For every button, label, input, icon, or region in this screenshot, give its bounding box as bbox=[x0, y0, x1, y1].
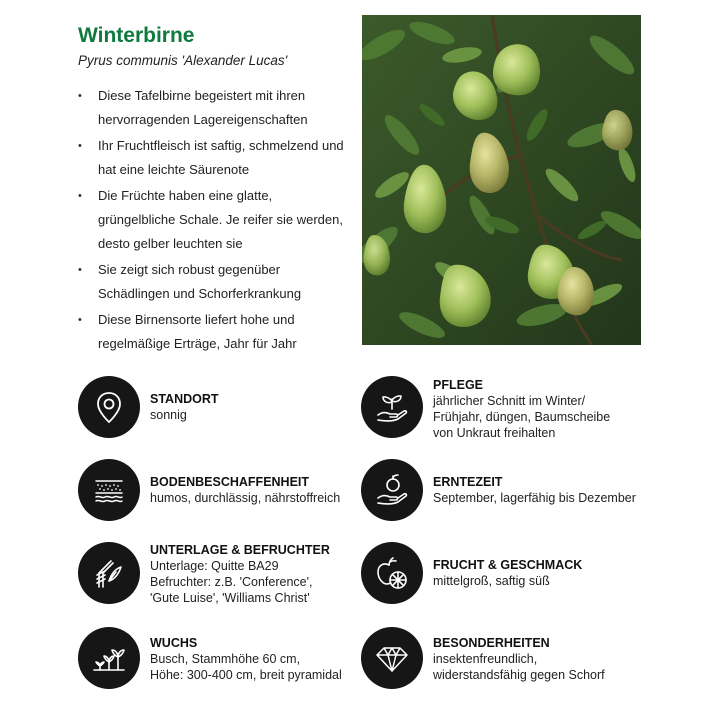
unterlage-text-line-3: 'Gute Luise', 'Williams Christ' bbox=[150, 591, 310, 605]
feature-standort bbox=[78, 376, 368, 440]
feature-frucht bbox=[361, 542, 661, 606]
grafting-icon bbox=[89, 553, 129, 593]
wuchs-text-line-2: Höhe: 300-400 cm, breit pyramidal bbox=[150, 668, 342, 682]
feature-unterlage bbox=[78, 542, 368, 606]
besonderheiten-text-line-2: widerstandsfähig gegen Schorf bbox=[433, 668, 605, 682]
latin-name: Pyrus communis 'Alexander Lucas' bbox=[78, 53, 288, 68]
erntezeit-heading: ERNTEZEIT bbox=[433, 475, 503, 489]
pear-tree-photo bbox=[362, 15, 641, 345]
feature-pflege bbox=[361, 376, 661, 440]
pflege-text-line-2: Frühjahr, düngen, Baumscheibe bbox=[433, 410, 611, 424]
feature-erntezeit bbox=[361, 459, 661, 523]
standort-text: sonnig bbox=[150, 408, 187, 422]
standort-heading: STANDORT bbox=[150, 392, 219, 406]
feature-bullet-list bbox=[78, 84, 353, 358]
besonderheiten-text-line-1: insektenfreundlich, bbox=[433, 652, 538, 666]
apple-citrus-icon bbox=[372, 553, 412, 593]
besonderheiten-heading: BESONDERHEITEN bbox=[433, 636, 550, 650]
hand-seedling-icon bbox=[372, 387, 412, 427]
frucht-heading: FRUCHT & GESCHMACK bbox=[433, 558, 583, 572]
pflege-heading: PFLEGE bbox=[433, 378, 484, 392]
product-title: Winterbirne bbox=[78, 24, 195, 47]
boden-text: humos, durchlässig, nährstoffreich bbox=[150, 491, 341, 505]
wuchs-text-line-1: Busch, Stammhöhe 60 cm, bbox=[150, 652, 301, 666]
feature-boden bbox=[78, 459, 368, 523]
location-pin-icon bbox=[89, 387, 129, 427]
feature-besonderheiten bbox=[361, 627, 661, 691]
frucht-text: mittelgroß, saftig süß bbox=[433, 574, 550, 588]
pflege-text-line-1: jährlicher Schnitt im Winter/ bbox=[433, 394, 586, 408]
hand-fruit-icon bbox=[372, 470, 412, 510]
bullet-item: • Die Früchte haben eine glatte, grüngelbliche Schale. Je reifer sie werden, desto gelber leuchten sie bbox=[78, 184, 353, 256]
pflege-text-line-3: von Unkraut freihalten bbox=[433, 426, 556, 440]
unterlage-heading: UNTERLAGE & BEFRUCHTER bbox=[150, 543, 330, 557]
diamond-icon bbox=[372, 638, 412, 678]
bullet-item: • Diese Tafelbirne begeistert mit ihren hervorragenden Lagereigenschaften bbox=[78, 84, 353, 132]
feature-wuchs bbox=[78, 627, 368, 691]
bullet-item: • Diese Birnensorte liefert hohe und regelmäßige Erträge, Jahr für Jahr bbox=[78, 308, 353, 356]
soil-layers-icon bbox=[89, 470, 129, 510]
unterlage-text-line-2: Befruchter: z.B. 'Conference', bbox=[150, 575, 313, 589]
boden-heading: BODENBESCHAFFENHEIT bbox=[150, 475, 310, 489]
wuchs-heading: WUCHS bbox=[150, 636, 198, 650]
unterlage-text-line-1: Unterlage: Quitte BA29 bbox=[150, 559, 279, 573]
erntezeit-text: September, lagerfähig bis Dezember bbox=[433, 491, 636, 505]
bullet-item: • Sie zeigt sich robust gegenüber Schädlingen und Schorferkrankung bbox=[78, 258, 353, 306]
bullet-item: • Ihr Fruchtfleisch ist saftig, schmelzend und hat eine leichte Säurenote bbox=[78, 134, 353, 182]
growing-plants-icon bbox=[89, 638, 129, 678]
